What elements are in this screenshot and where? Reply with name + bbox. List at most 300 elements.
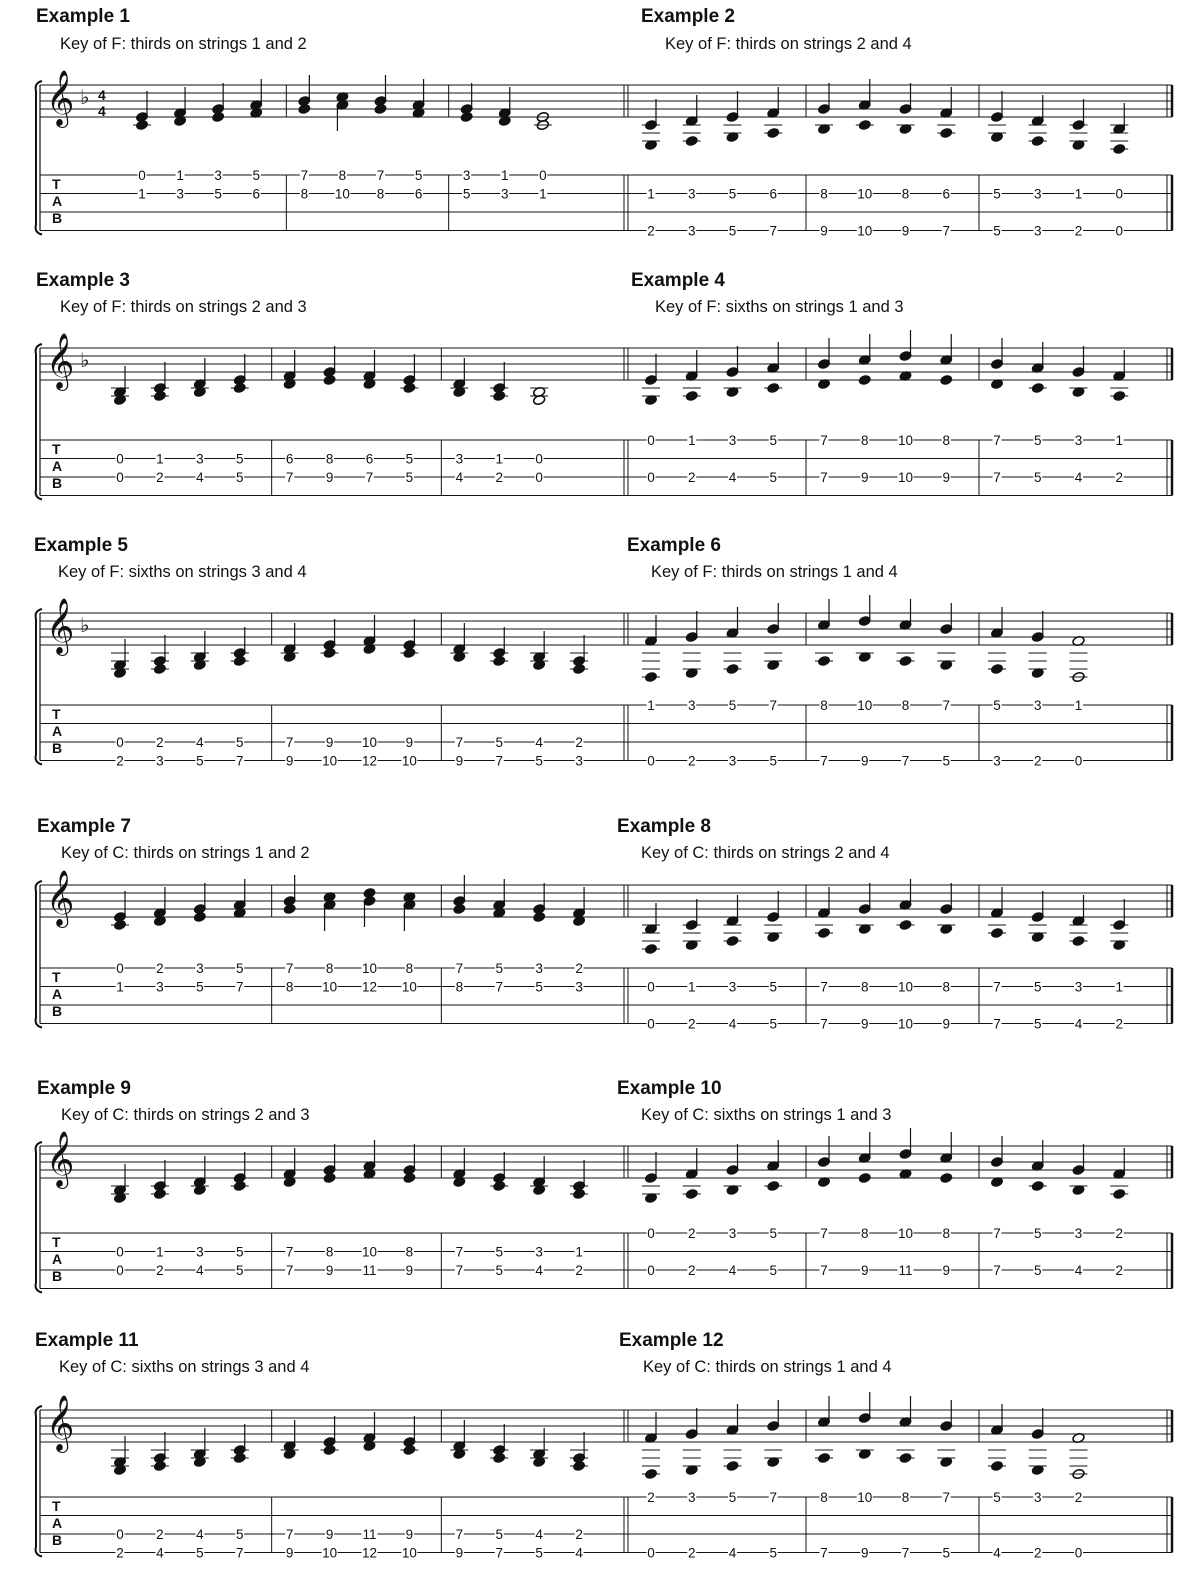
- tab-fret-number: 2: [116, 1545, 124, 1561]
- tab-fret-number: 5: [942, 753, 951, 769]
- tab-fret-number: 9: [325, 1263, 334, 1278]
- tab-fret-number: 8: [860, 433, 869, 448]
- tab-fret-number: 7: [820, 1263, 828, 1278]
- example-2-system: [624, 79, 1172, 239]
- tab-fret-number: 7: [365, 470, 374, 485]
- tab-fret-number: 8: [901, 698, 910, 713]
- tab-fret-number: 5: [728, 1490, 737, 1505]
- tab-fret-number: 2: [156, 470, 164, 485]
- tab-fret-number: 5: [769, 753, 778, 769]
- example-11-subtitle: Key of C: sixths on strings 3 and 4: [59, 1358, 310, 1376]
- example-9-subtitle: Key of C: thirds on strings 2 and 3: [61, 1106, 310, 1124]
- notehead: [453, 903, 466, 914]
- tab-fret-number: 5: [942, 1545, 951, 1561]
- tab-fret-number: 0: [647, 753, 655, 769]
- tab-fret-number: 7: [285, 1244, 294, 1260]
- tab-fret-number: 9: [942, 1016, 951, 1032]
- tab-fret-number: 3: [176, 186, 184, 202]
- tab-fret-number: 1: [156, 451, 164, 467]
- tab-fret-number: 2: [116, 753, 124, 769]
- tab-fret-number: 7: [942, 223, 951, 239]
- tab-fret-number: 9: [455, 753, 464, 769]
- tab-fret-number: 9: [405, 1263, 414, 1278]
- tab-fret-number: 11: [362, 1263, 377, 1278]
- tab-fret-number: 8: [325, 1244, 334, 1260]
- tab-fret-number: 2: [647, 1490, 655, 1505]
- tab-fret-number: 4: [728, 1263, 737, 1278]
- tab-fret-number: 8: [325, 451, 334, 467]
- tab-fret-number: 0: [647, 1226, 655, 1241]
- tab-fret-number: 6: [252, 186, 261, 202]
- tab-fret-number: 5: [728, 186, 737, 202]
- tab-fret-number: 0: [647, 1545, 655, 1561]
- tab-fret-number: 0: [1074, 753, 1083, 769]
- example-10-subtitle: Key of C: sixths on strings 1 and 3: [641, 1106, 892, 1124]
- tab-fret-number: 0: [1115, 223, 1124, 239]
- tab-fret-number: 9: [455, 1545, 464, 1561]
- tab-fret-number: 0: [116, 1263, 124, 1278]
- tab-fret-number: 6: [414, 186, 423, 202]
- tab-fret-number: 4: [196, 1527, 204, 1542]
- tab-fret-number: 9: [860, 1545, 869, 1561]
- tab-fret-number: 3: [728, 979, 737, 995]
- tab-fret-number: 2: [1115, 470, 1124, 485]
- tab-fret-number: 4: [196, 1263, 204, 1278]
- notehead: [533, 911, 546, 922]
- tab-fret-number: 5: [252, 168, 261, 183]
- tab-fret-number: 9: [405, 735, 414, 750]
- notehead: [298, 103, 311, 114]
- tab-fret-number: 5: [535, 753, 543, 769]
- tab-fret-number: 0: [1074, 1545, 1083, 1561]
- tab-fret-number: 0: [116, 451, 124, 467]
- tab-clef-letter: B: [52, 475, 63, 491]
- tab-fret-number: 3: [1074, 1226, 1083, 1241]
- tab-fret-number: 6: [769, 186, 778, 202]
- tab-fret-number: 8: [860, 979, 869, 995]
- tab-fret-number: 5: [769, 1016, 778, 1032]
- tab-fret-number: 10: [361, 1244, 378, 1260]
- example-4-title: Example 4: [631, 270, 725, 291]
- tab-fret-number: 7: [376, 168, 385, 183]
- tab-fret-number: 5: [235, 735, 244, 750]
- tab-fret-number: 3: [535, 1244, 543, 1260]
- tab-fret-number: 12: [361, 979, 378, 995]
- tab-clef-letter: B: [52, 740, 63, 756]
- tab-fret-number: 7: [455, 1527, 464, 1542]
- tab-fret-number: 2: [1115, 1226, 1124, 1241]
- tab-fret-number: 4: [993, 1545, 1001, 1561]
- tab-fret-number: 0: [647, 470, 655, 485]
- tab-fret-number: 3: [500, 186, 509, 202]
- tab-fret-number: 8: [405, 1244, 414, 1260]
- tab-fret-number: 5: [535, 979, 543, 995]
- example-1-system: [36, 70, 627, 235]
- tab-fret-number: 3: [156, 753, 164, 769]
- tab-clef-letter: T: [52, 969, 61, 985]
- tab-fret-number: 1: [1115, 433, 1124, 448]
- tab-fret-number: 3: [687, 223, 696, 239]
- example-11-title: Example 11: [35, 1330, 139, 1351]
- tab-fret-number: 2: [1115, 1263, 1124, 1278]
- example-6-system: [624, 595, 1172, 769]
- tab-fret-number: 4: [728, 470, 737, 485]
- tab-fret-number: 2: [1074, 223, 1083, 239]
- tab-fret-number: 5: [535, 1545, 543, 1561]
- tab-fret-number: 5: [495, 1527, 504, 1542]
- tab-fret-number: 10: [857, 223, 873, 239]
- tab-fret-number: 10: [897, 470, 914, 485]
- tab-fret-number: 2: [647, 223, 655, 239]
- tab-fret-number: 7: [455, 735, 464, 750]
- tab-fret-number: 4: [575, 1545, 583, 1561]
- tab-fret-number: 3: [575, 753, 583, 769]
- tab-fret-number: 3: [196, 1244, 204, 1260]
- example-10-system: [624, 1128, 1172, 1289]
- example-5-system: [36, 598, 627, 769]
- tab-fret-number: 7: [495, 753, 504, 769]
- tab-fret-number: 1: [138, 186, 146, 202]
- tab-fret-number: 7: [235, 753, 244, 769]
- tab-fret-number: 9: [860, 753, 869, 769]
- tab-fret-number: 9: [942, 470, 951, 485]
- tab-fret-number: 1: [575, 1244, 583, 1260]
- tab-fret-number: 5: [495, 961, 504, 976]
- tab-fret-number: 2: [156, 961, 164, 976]
- tab-fret-number: 9: [860, 1263, 869, 1278]
- notehead: [374, 103, 387, 114]
- tab-fret-number: 7: [455, 961, 464, 976]
- tab-fret-number: 2: [156, 1263, 164, 1278]
- tab-fret-number: 7: [820, 470, 828, 485]
- tab-fret-number: 10: [897, 1226, 914, 1241]
- tab-fret-number: 3: [728, 753, 737, 769]
- example-12-system: [624, 1392, 1172, 1561]
- example-1-title: Example 1: [36, 6, 130, 27]
- tab-fret-number: 4: [196, 735, 204, 750]
- example-11-system: [36, 1395, 627, 1561]
- tab-fret-number: 0: [116, 735, 124, 750]
- tab-fret-number: 10: [857, 186, 873, 202]
- tab-fret-number: 3: [196, 451, 204, 467]
- tab-fret-number: 12: [361, 1545, 378, 1561]
- tab-fret-number: 5: [235, 1263, 244, 1278]
- tab-fret-number: 9: [325, 1527, 334, 1542]
- tab-fret-number: 7: [993, 1226, 1001, 1241]
- tab-fret-number: 7: [820, 1016, 828, 1032]
- tab-fret-number: 7: [769, 1490, 778, 1505]
- tab-fret-number: 3: [455, 451, 464, 467]
- tab-fret-number: 4: [728, 1545, 737, 1561]
- example-2-title: Example 2: [641, 6, 735, 27]
- tab-fret-number: 0: [116, 1244, 124, 1260]
- tab-fret-number: 2: [687, 1263, 696, 1278]
- tab-fret-number: 9: [285, 753, 294, 769]
- treble-clef-icon: 𝄞: [46, 1130, 75, 1187]
- tab-fret-number: 5: [993, 186, 1001, 202]
- notehead: [283, 903, 296, 914]
- tab-fret-number: 8: [820, 1490, 828, 1505]
- tab-fret-number: 5: [769, 1263, 778, 1278]
- tab-fret-number: 8: [942, 979, 951, 995]
- notehead: [193, 911, 206, 922]
- tab-fret-number: 5: [495, 1263, 504, 1278]
- tab-fret-number: 7: [285, 1263, 294, 1278]
- example-4-system: [624, 330, 1172, 496]
- tab-fret-number: 7: [820, 979, 828, 995]
- tab-fret-number: 10: [857, 1490, 873, 1505]
- tab-fret-number: 10: [401, 979, 417, 995]
- tab-fret-number: 5: [1033, 433, 1042, 448]
- example-5-subtitle: Key of F: sixths on strings 3 and 4: [58, 563, 307, 581]
- example-9-system: [36, 1131, 627, 1293]
- tab-fret-number: 3: [1033, 698, 1042, 713]
- tab-fret-number: 4: [455, 470, 464, 485]
- tab-fret-number: 10: [897, 979, 914, 995]
- tab-fret-number: 5: [462, 186, 471, 202]
- time-signature-number: 4: [98, 87, 106, 103]
- tab-fret-number: 2: [495, 470, 504, 485]
- tab-fret-number: 5: [993, 698, 1001, 713]
- tab-fret-number: 0: [647, 979, 655, 995]
- tab-clef-letter: B: [52, 1003, 63, 1019]
- tab-fret-number: 11: [362, 1527, 377, 1542]
- tab-fret-number: 9: [901, 223, 910, 239]
- tab-fret-number: 8: [405, 961, 414, 976]
- tab-fret-number: 6: [365, 451, 374, 467]
- treble-clef-icon: 𝄞: [46, 1394, 75, 1451]
- tab-fret-number: 8: [300, 186, 309, 202]
- tab-fret-number: 1: [495, 451, 504, 467]
- tab-fret-number: 5: [769, 1226, 778, 1241]
- tab-clef-letter: A: [52, 986, 63, 1002]
- notehead: [323, 1172, 336, 1183]
- tab-fret-number: 3: [214, 168, 222, 183]
- tab-fret-number: 8: [338, 168, 347, 183]
- tab-fret-number: 4: [1074, 470, 1083, 485]
- tab-fret-number: 5: [414, 168, 423, 183]
- tab-fret-number: 3: [156, 979, 164, 995]
- tab-fret-number: 2: [687, 1226, 696, 1241]
- tab-fret-number: 7: [993, 470, 1001, 485]
- tab-fret-number: 5: [196, 1545, 204, 1561]
- example-7-title: Example 7: [37, 816, 131, 837]
- tab-fret-number: 9: [942, 1263, 951, 1278]
- tab-fret-number: 7: [285, 961, 294, 976]
- tab-fret-number: 4: [196, 470, 204, 485]
- tab-fret-number: 7: [820, 1545, 828, 1561]
- tab-fret-number: 8: [860, 1226, 869, 1241]
- flat-icon: ♭: [80, 613, 90, 637]
- treble-clef-icon: 𝄞: [46, 69, 75, 126]
- tab-fret-number: 10: [322, 1545, 338, 1561]
- tab-fret-number: 7: [285, 1527, 294, 1542]
- tab-fret-number: 7: [455, 1244, 464, 1260]
- tab-fret-number: 7: [285, 470, 294, 485]
- notehead: [858, 374, 871, 385]
- tab-clef-letter: B: [52, 210, 63, 226]
- tab-clef-letter: A: [52, 1515, 63, 1531]
- time-signature-number: 4: [98, 103, 106, 119]
- tab-fret-number: 0: [138, 168, 146, 183]
- tab-fret-number: 0: [116, 1527, 124, 1542]
- tab-fret-number: 3: [1033, 186, 1042, 202]
- tab-fret-number: 9: [860, 1016, 869, 1032]
- tab-fret-number: 7: [901, 753, 910, 769]
- tab-fret-number: 8: [285, 979, 294, 995]
- tab-fret-number: 3: [196, 961, 204, 976]
- tab-fret-number: 3: [535, 961, 543, 976]
- tab-fret-number: 7: [455, 1263, 464, 1278]
- treble-clef-icon: 𝄞: [46, 597, 75, 654]
- tab-fret-number: 7: [300, 168, 309, 183]
- tab-fret-number: 8: [901, 1490, 910, 1505]
- example-9-title: Example 9: [37, 1078, 131, 1099]
- tab-fret-number: 7: [235, 1545, 244, 1561]
- tab-fret-number: 8: [901, 186, 910, 202]
- tab-fret-number: 7: [235, 979, 244, 995]
- tab-fret-number: 0: [535, 470, 543, 485]
- tab-fret-number: 2: [1033, 753, 1042, 769]
- tab-fret-number: 4: [535, 1263, 543, 1278]
- tab-fret-number: 5: [495, 1244, 504, 1260]
- tab-fret-number: 3: [1074, 979, 1083, 995]
- tab-fret-number: 9: [325, 735, 334, 750]
- notehead: [940, 374, 953, 385]
- tab-fret-number: 10: [361, 961, 378, 976]
- tab-fret-number: 2: [156, 735, 164, 750]
- tab-fret-number: 5: [728, 698, 737, 713]
- tab-fret-number: 5: [235, 961, 244, 976]
- example-6-title: Example 6: [627, 535, 721, 556]
- tab-fret-number: 7: [993, 979, 1001, 995]
- treble-clef-icon: 𝄞: [46, 869, 75, 926]
- tab-clef-letter: A: [52, 1251, 63, 1267]
- tab-fret-number: 5: [405, 451, 414, 467]
- example-12-subtitle: Key of C: thirds on strings 1 and 4: [643, 1358, 892, 1376]
- tab-fret-number: 7: [285, 735, 294, 750]
- tab-fret-number: 7: [769, 223, 778, 239]
- example-3-system: [36, 333, 627, 500]
- tab-fret-number: 4: [1074, 1016, 1083, 1032]
- tab-fret-number: 1: [687, 979, 696, 995]
- tab-fret-number: 5: [196, 979, 204, 995]
- tab-fret-number: 2: [575, 1527, 583, 1542]
- tab-fret-number: 10: [322, 979, 338, 995]
- system-bracket: [36, 344, 42, 500]
- tab-fret-number: 2: [575, 1263, 583, 1278]
- tab-fret-number: 4: [728, 1016, 737, 1032]
- tab-fret-number: 3: [728, 433, 737, 448]
- example-4-subtitle: Key of F: sixths on strings 1 and 3: [655, 298, 904, 316]
- tab-fret-number: 7: [769, 698, 778, 713]
- tab-fret-number: 0: [116, 470, 124, 485]
- tab-fret-number: 4: [1074, 1263, 1083, 1278]
- tab-clef-letter: A: [52, 723, 63, 739]
- tab-fret-number: 8: [942, 1226, 951, 1241]
- tab-fret-number: 1: [1074, 186, 1083, 202]
- notehead: [940, 1172, 953, 1183]
- tab-fret-number: 2: [1033, 1545, 1042, 1561]
- example-8-title: Example 8: [617, 816, 711, 837]
- tab-fret-number: 0: [539, 168, 547, 183]
- tab-fret-number: 6: [285, 451, 294, 467]
- tab-fret-number: 4: [156, 1545, 164, 1561]
- notehead: [403, 1172, 416, 1183]
- tab-fret-number: 4: [535, 735, 543, 750]
- tab-fret-number: 1: [647, 186, 655, 202]
- tab-fret-number: 8: [820, 186, 828, 202]
- tab-fret-number: 3: [687, 186, 696, 202]
- tab-fret-number: 10: [897, 1016, 914, 1032]
- example-5-title: Example 5: [34, 535, 128, 556]
- tab-fret-number: 9: [820, 223, 828, 239]
- tab-fret-number: 3: [687, 1490, 696, 1505]
- example-7-subtitle: Key of C: thirds on strings 1 and 2: [61, 844, 310, 862]
- notehead: [323, 374, 336, 385]
- tab-fret-number: 7: [901, 1545, 910, 1561]
- tab-fret-number: 0: [647, 433, 655, 448]
- tab-fret-number: 8: [376, 186, 385, 202]
- tab-fret-number: 10: [401, 753, 417, 769]
- tab-fret-number: 5: [1033, 1263, 1042, 1278]
- tab-fret-number: 5: [196, 753, 204, 769]
- tab-fret-number: 1: [176, 168, 184, 183]
- tab-fret-number: 1: [647, 698, 655, 713]
- flat-icon: ♭: [80, 85, 90, 109]
- system-bracket: [36, 609, 42, 765]
- example-1-subtitle: Key of F: thirds on strings 1 and 2: [60, 35, 307, 53]
- example-6-subtitle: Key of F: thirds on strings 1 and 4: [651, 563, 898, 581]
- tab-fret-number: 5: [235, 1244, 244, 1260]
- tab-fret-number: 7: [820, 1226, 828, 1241]
- example-8-subtitle: Key of C: thirds on strings 2 and 4: [641, 844, 890, 862]
- tab-fret-number: 8: [942, 433, 951, 448]
- tab-fret-number: 5: [1033, 979, 1042, 995]
- tab-fret-number: 7: [820, 433, 828, 448]
- tab-fret-number: 8: [325, 961, 334, 976]
- example-2-subtitle: Key of F: thirds on strings 2 and 4: [665, 35, 912, 53]
- example-3-title: Example 3: [36, 270, 130, 291]
- tab-fret-number: 3: [575, 979, 583, 995]
- tab-fret-number: 5: [769, 433, 778, 448]
- tab-fret-number: 5: [235, 1527, 244, 1542]
- tab-fret-number: 5: [1033, 470, 1042, 485]
- tab-fret-number: 5: [993, 223, 1001, 239]
- tab-fret-number: 5: [769, 470, 778, 485]
- notehead: [460, 111, 473, 122]
- tab-fret-number: 0: [647, 1016, 655, 1032]
- tab-fret-number: 9: [325, 470, 334, 485]
- tab-fret-number: 3: [687, 698, 696, 713]
- tab-clef-letter: A: [52, 458, 63, 474]
- tab-fret-number: 5: [214, 186, 222, 202]
- tab-fret-number: 2: [687, 1545, 696, 1561]
- system-bracket: [36, 881, 42, 1028]
- tab-fret-number: 2: [575, 735, 583, 750]
- tab-fret-number: 0: [647, 1263, 655, 1278]
- tab-fret-number: 7: [942, 1490, 951, 1505]
- tab-fret-number: 1: [156, 1244, 164, 1260]
- tab-fret-number: 1: [500, 168, 509, 183]
- example-7-system: [36, 870, 627, 1028]
- example-12-title: Example 12: [619, 1330, 724, 1351]
- system-bracket: [36, 81, 42, 235]
- tab-fret-number: 3: [1033, 223, 1042, 239]
- tab-fret-number: 7: [495, 1545, 504, 1561]
- tab-fret-number: 2: [1115, 1016, 1124, 1032]
- tab-fret-number: 7: [820, 753, 828, 769]
